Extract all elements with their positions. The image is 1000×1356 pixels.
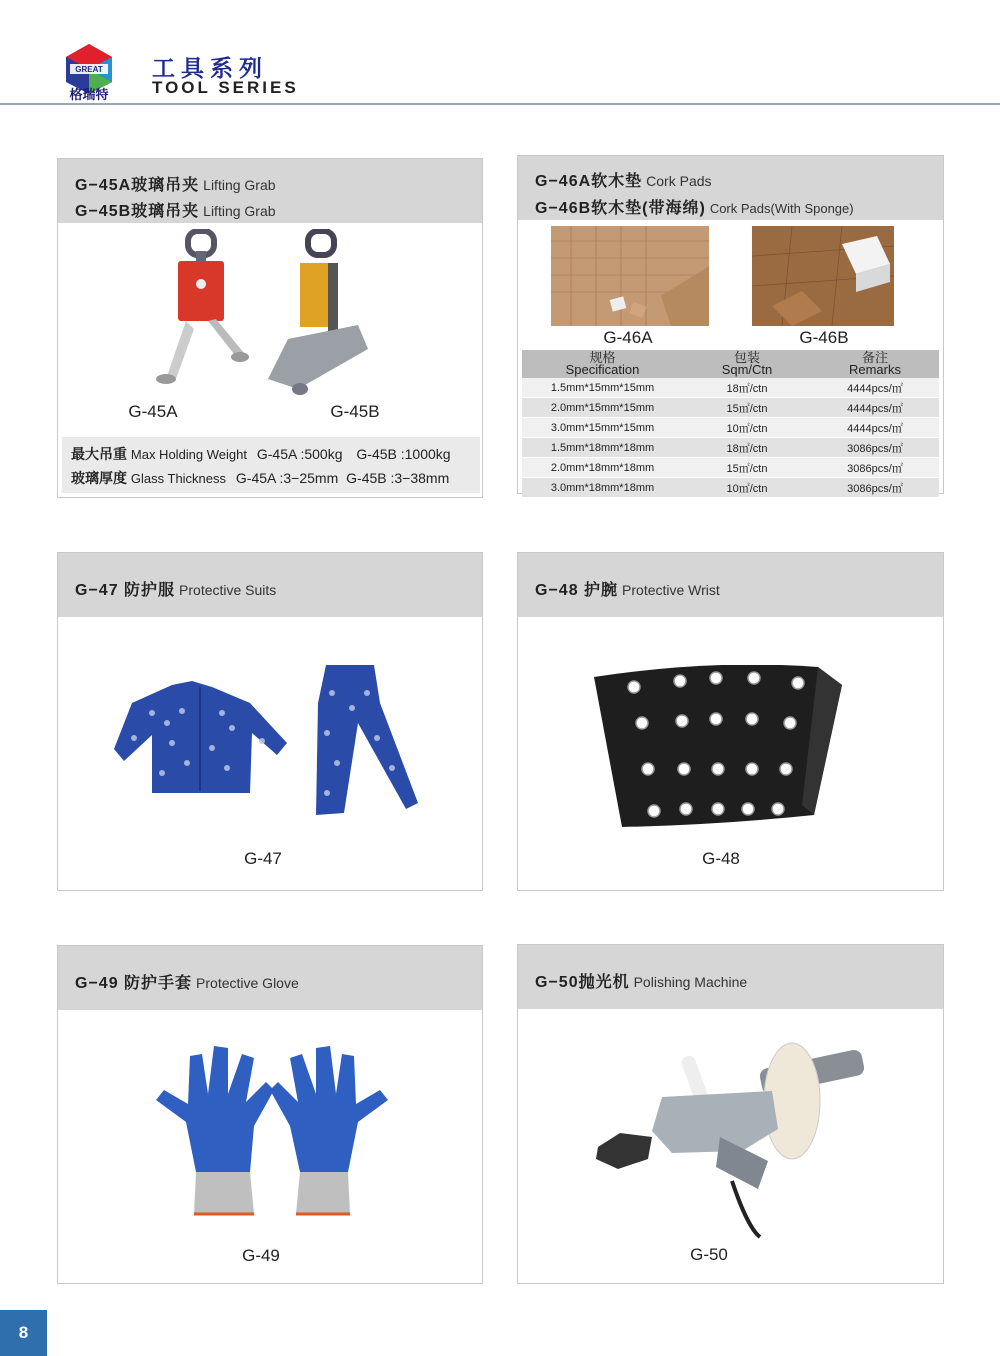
table-cell: 10㎡/ctn xyxy=(683,418,811,438)
table-cell: 10㎡/ctn xyxy=(683,478,811,498)
product-code: G−45A玻璃吊夹 xyxy=(75,177,200,194)
product-name-en: Protective Glove xyxy=(196,975,299,991)
image-caption-a: G-46A xyxy=(603,328,653,347)
spec-box xyxy=(62,437,480,493)
image-caption-a: G-45A xyxy=(128,402,178,421)
table-row xyxy=(522,458,939,478)
product-code: G−46B软木垫(带海绵) xyxy=(535,200,706,217)
column-header xyxy=(683,350,811,378)
protective-suit-image xyxy=(112,663,432,828)
product-code: G−46A软木垫 xyxy=(535,173,643,190)
table-cell: 3086pcs/㎡ xyxy=(811,458,939,478)
table-cell: 3086pcs/㎡ xyxy=(811,478,939,498)
page-number: 8 xyxy=(0,1310,47,1356)
spec-label-cn: 玻璃厚度 xyxy=(71,470,127,486)
header-cn: 规格 xyxy=(589,350,616,365)
panel-header xyxy=(518,553,943,617)
table-cell: 18㎡/ctn xyxy=(683,438,811,458)
polishing-machine-image xyxy=(592,1041,872,1241)
product-name-en: Protective Suits xyxy=(179,582,277,598)
spec-label-cn: 最大吊重 xyxy=(71,446,127,462)
table-cell: 3.0mm*15mm*15mm xyxy=(522,418,683,438)
panel-header xyxy=(58,553,482,617)
panel-heading xyxy=(75,577,276,600)
protective-wrist-image xyxy=(592,665,848,831)
spec-value-a: G-45A :3−25mm xyxy=(235,470,339,486)
header-en: Specification xyxy=(565,362,640,377)
cork-pad-spec-table xyxy=(522,350,939,498)
spec-label-en: Max Holding Weight xyxy=(130,447,247,462)
product-name-en: Protective Wrist xyxy=(622,582,720,598)
product-code: G−50抛光机 xyxy=(535,974,630,991)
product-code: G−47 防护服 xyxy=(75,582,176,599)
product-panel-g48 xyxy=(517,552,944,891)
table-row xyxy=(522,478,939,498)
svg-text:GREAT: GREAT xyxy=(75,65,103,74)
table-cell: 4444pcs/㎡ xyxy=(811,378,939,398)
panel-header xyxy=(518,156,943,220)
cork-pad-b-image xyxy=(752,226,894,326)
product-name-en: Cork Pads(With Sponge) xyxy=(709,201,854,216)
product-panel-g47 xyxy=(57,552,483,891)
table-cell: 3086pcs/㎡ xyxy=(811,438,939,458)
column-header xyxy=(811,350,939,378)
product-name-en: Lifting Grab xyxy=(203,203,276,219)
panel-header xyxy=(58,159,482,223)
image-caption-b: G-45B xyxy=(330,402,380,421)
spec-value-b: G-45B :1000kg xyxy=(356,446,451,462)
table-header-row xyxy=(522,350,939,378)
table-cell: 4444pcs/㎡ xyxy=(811,418,939,438)
protective-glove-image xyxy=(150,1042,390,1227)
header-cn: 包装 xyxy=(733,350,760,365)
panel-heading-line-2 xyxy=(535,195,854,218)
image-caption: G-48 xyxy=(702,849,740,868)
image-caption-b: G-46B xyxy=(799,328,849,347)
spec-label-en: Glass Thickness xyxy=(130,471,227,486)
product-code: G−45B玻璃吊夹 xyxy=(75,203,200,220)
table-row xyxy=(522,438,939,458)
cork-pad-a-image xyxy=(551,226,709,326)
table-cell: 3.0mm*18mm*18mm xyxy=(522,478,683,498)
panel-heading xyxy=(535,969,747,992)
spec-row-glass-thickness xyxy=(71,468,449,488)
panel-header xyxy=(58,946,482,1010)
table-cell: 18㎡/ctn xyxy=(683,378,811,398)
page-title-chinese: 工具系列 xyxy=(152,55,268,81)
header-en: Remarks xyxy=(848,362,901,377)
product-panel-g46 xyxy=(517,155,944,494)
page-title-english: TOOL SERIES xyxy=(152,78,299,97)
table-row xyxy=(522,418,939,438)
panel-heading xyxy=(75,970,299,993)
panel-heading-line-1 xyxy=(535,168,712,191)
image-caption: G-47 xyxy=(244,849,282,868)
header-divider xyxy=(0,103,1000,105)
product-name-en: Cork Pads xyxy=(646,173,712,189)
header-cn: 备注 xyxy=(861,350,888,365)
spec-value-a: G-45A :500kg xyxy=(256,446,343,462)
product-panel-g49 xyxy=(57,945,483,1284)
lifting-grab-a-image xyxy=(148,229,268,389)
column-header xyxy=(522,350,683,378)
product-panel-g50 xyxy=(517,944,944,1284)
logo-chinese-name: 格瑞特 xyxy=(69,87,109,102)
product-code: G−48 护腕 xyxy=(535,582,619,599)
image-caption: G-49 xyxy=(242,1246,280,1265)
table-row xyxy=(522,378,939,398)
header-en: Sqm/Ctn xyxy=(721,362,773,377)
table-cell: 15㎡/ctn xyxy=(683,398,811,418)
table-cell: 4444pcs/㎡ xyxy=(811,398,939,418)
panel-heading xyxy=(535,577,720,600)
product-name-en: Lifting Grab xyxy=(203,177,276,193)
panel-heading-line-1 xyxy=(75,172,276,195)
panel-header xyxy=(518,945,943,1009)
product-name-en: Polishing Machine xyxy=(633,974,748,990)
table-cell: 2.0mm*15mm*15mm xyxy=(522,398,683,418)
product-panel-g45 xyxy=(57,158,483,498)
panel-heading-line-2 xyxy=(75,198,276,221)
spec-value-b: G-45B :3−38mm xyxy=(346,470,450,486)
spec-row-max-weight xyxy=(71,444,451,464)
table-cell: 15㎡/ctn xyxy=(683,458,811,478)
table-cell: 2.0mm*18mm*18mm xyxy=(522,458,683,478)
lifting-grab-b-image xyxy=(258,229,378,399)
image-caption: G-50 xyxy=(690,1245,728,1264)
product-code: G−49 防护手套 xyxy=(75,975,193,992)
table-cell: 1.5mm*18mm*18mm xyxy=(522,438,683,458)
table-cell: 1.5mm*15mm*15mm xyxy=(522,378,683,398)
table-row xyxy=(522,398,939,418)
